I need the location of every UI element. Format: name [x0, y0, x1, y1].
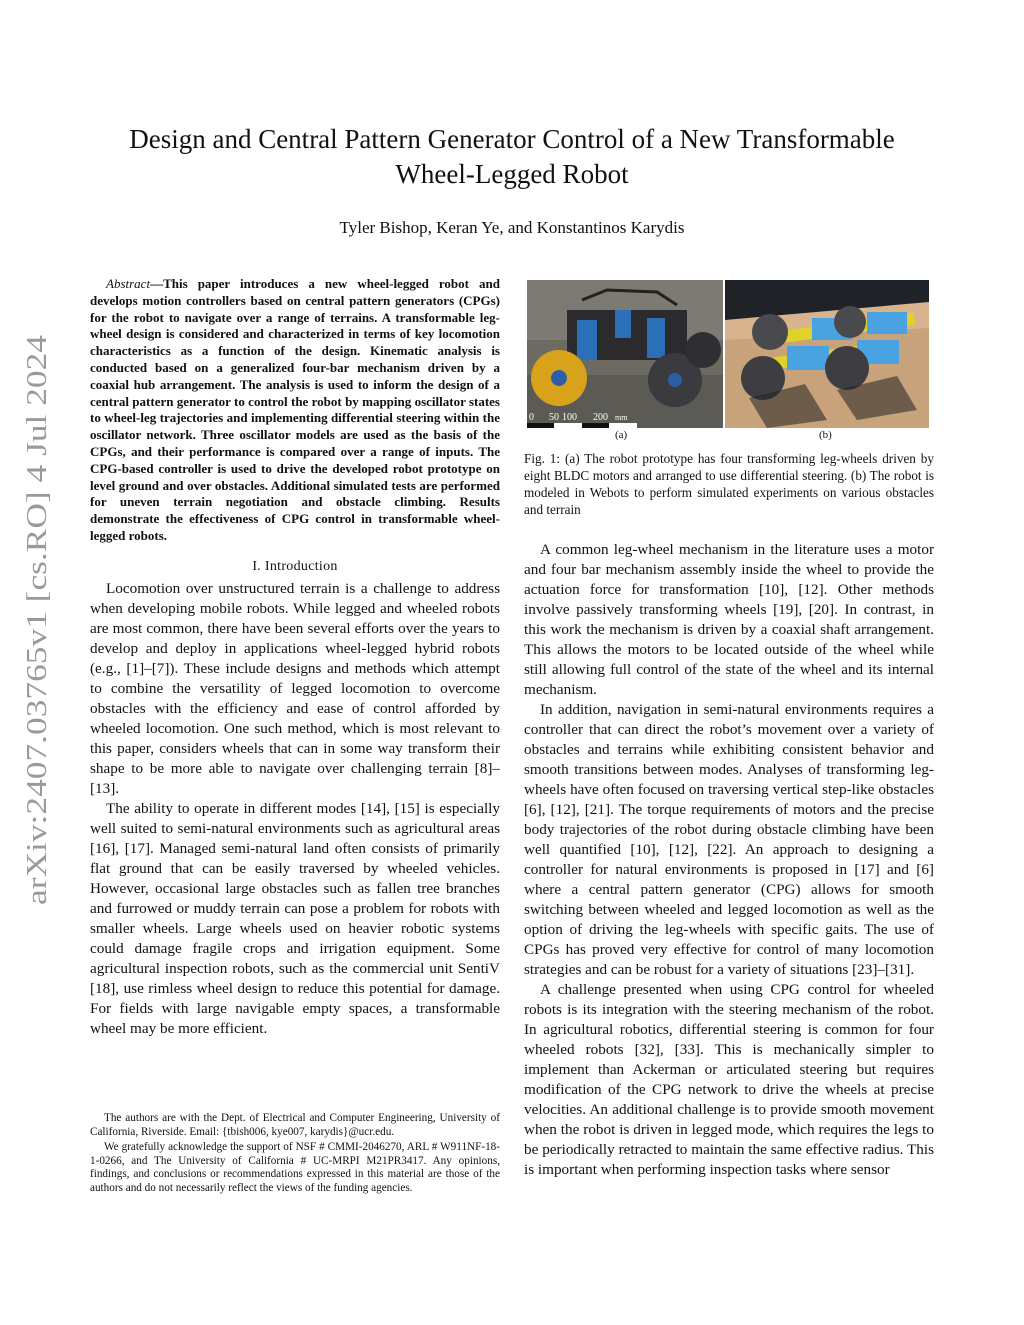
title-line-2: Wheel-Legged Robot [395, 159, 629, 189]
right-paragraph-1: A common leg-wheel mechanism in the literature uses a motor and four bar mechanism assembly inside the wheel to provide the actuation force for transformation [10], [12]. Other methods involve passively transforming wheels [19], [20]. In contrast, in this work the mechanism is driven by a coaxial shaft arrangement. This allows the motors to be located outside of the wheel while still allowing full control of the state of the wheel and its internal mechanism. [524, 541, 934, 698]
footnote-affiliation: The authors are with the Dept. of Electrical and Computer Engineering, University of California, Riverside. Email: {tbish006, kye007, karydis}@ucr.edu. [90, 1112, 500, 1138]
right-paragraph-3: A challenge presented when using CPG control for wheeled robots is its integration with the steering mechanism of the robot. In agricultural robotics, differential steering is common for four wheeled robots [32], [33]. This is mechanically simpler to implement than Ackerman or articulated steering but requires modification of the CPG network to drive the wheels at precise velocities. An additional challenge is to provide smooth movement when the robot is driven in legged mode, which requires the legs to be periodically retracted to maintain the same effective radius. This is important when performing inspection tasks where sensor [524, 981, 934, 1178]
right-paragraph-2: In addition, navigation in semi-natural environments requires a controller that can direct the robot’s movement over a variety of obstacles and terrains while exhibiting consistent behavior and smooth transitions between modes. Analyses of transforming leg-wheels have often focused on traversing vertical step-like obstacles [6], [12], [21]. The torque requirements of motors and the precise body trajectories of the robot during obstacle climbing have been well quantified [10], [12], [22]. An approach to designing a controller for natural environments is proposed in [17] and [6] where a central pattern generator (CPG) allows for smooth switching between wheeled and legged locomotion as well as the option of driving the leg-wheels with specific gaits. The use of CPGs has proved very effective for control of many locomotion strategies and can be robust for a variety of situations [23]–[31]. [524, 701, 934, 978]
left-column [90, 276, 500, 1039]
authors: Tyler Bishop, Keran Ye, and Konstantinos Karydis [339, 218, 685, 237]
scale-label-50: 50 [549, 412, 559, 423]
intro-paragraph-1: Locomotion over unstructured terrain is a challenge to address when developing mobile robots. While legged and wheeled robots are most common, there have been several efforts over the years to develop and deploy in applications wheel-legged hybrid robots (e.g., [1]–[7]). These include designs and methods which attempt to combine the versatility of legged locomotion to overcome obstacles with the efficiency and ease of control afforded by wheeled locomotion. One such method, which is most relevant to this paper, considers wheels that can in some way transform their shape to be more able to navigate over challenging terrain [8]–[13]. [90, 579, 500, 797]
title-line-1: Design and Central Pattern Generator Control of a New Transformable [129, 124, 895, 154]
figure-label-b: (b) [819, 429, 832, 441]
abstract-dash: — [150, 276, 164, 291]
section-heading-introduction: I. Introduction [252, 558, 338, 574]
footnote-funding: We gratefully acknowledge the support of NSF # CMMI-2046270, ARL # W911NF-18-1-0266, and The University of California # UC-MRPI M21PR3417. Any opinions, findings, and conclusions or recommendations expressed in this material are those of the authors and do not necessarily reflect the views of the funding agencies. [90, 1141, 500, 1194]
figure-label-a: (a) [615, 429, 628, 441]
intro-paragraph-2: The ability to operate in different modes [14], [15] is especially well suited to semi-natural environments such as agricultural areas [16], [17]. Managed semi-natural land often consists of primarily flat ground that can be easily traversed by wheeled vehicles. However, occasional large obstacles such as fallen tree branches and furrowed or muddy terrain can pose a problem for robots with smaller wheels. Large wheels used on heavier robotic systems could damage fragile crops and irrigation equipment. Some agricultural inspection robots, such as the commercial unit SentiV [18], use rimless wheel design to reduce this potential for damage. For fields with large navigable empty spaces, a transformable wheel may be more efficient. [90, 799, 500, 1037]
right-column [524, 450, 934, 1180]
figure-1-images [527, 280, 929, 442]
arxiv-stamp-text: arXiv:2407.03765v1 [cs.RO] 4 Jul 2024 [21, 437, 53, 905]
scale-label-100: 100 [562, 412, 577, 423]
figure-1 [527, 280, 929, 442]
footnotes [90, 1112, 500, 1198]
abstract-text: This paper introduces a new wheel-legged robot and develops motion controllers based on central pattern generators (CPGs) for the robot to navigate over a range of terrains. A transformable leg-wheel design is considered and characterized in terms of key locomotion characteristics as a function of the design. Kinematic analysis is conducted based on a generalized four-bar mechanism driven by a coaxial hub arrangement. The analysis is used to inform the design of a central pattern generator to control the robot by mapping oscillator states to wheel-leg trajectories and implementing differential steering within the oscillator network. Three oscillator models are used as the basis of the CPGs, and their performance is compared over a range of inputs. The CPG-based controller is used to drive the developed robot prototype on level ground and over obstacles. Additional simulated tests are performed for uneven terrain negotiation and obstacle climbing. Results demonstrate the effectiveness of CPG control in transformable wheel-legged robots. [90, 276, 500, 543]
scale-unit: mm [615, 413, 628, 422]
paper-title [90, 122, 934, 192]
scale-label-200: 200 [593, 412, 608, 423]
arxiv-stamp [10, 330, 56, 910]
abstract [90, 276, 500, 545]
robot-prototype-photo [527, 280, 723, 428]
abstract-label: Abstract [106, 276, 151, 291]
webots-simulation-render [725, 280, 929, 428]
figure-caption: Fig. 1: (a) The robot prototype has four transforming leg-wheels driven by eight BLDC motors and arranged to use differential steering. (b) The robot is modeled in Webots to perform simulated experiments on various obstacles and terrain [524, 451, 934, 517]
scale-label-0: 0 [529, 412, 534, 423]
